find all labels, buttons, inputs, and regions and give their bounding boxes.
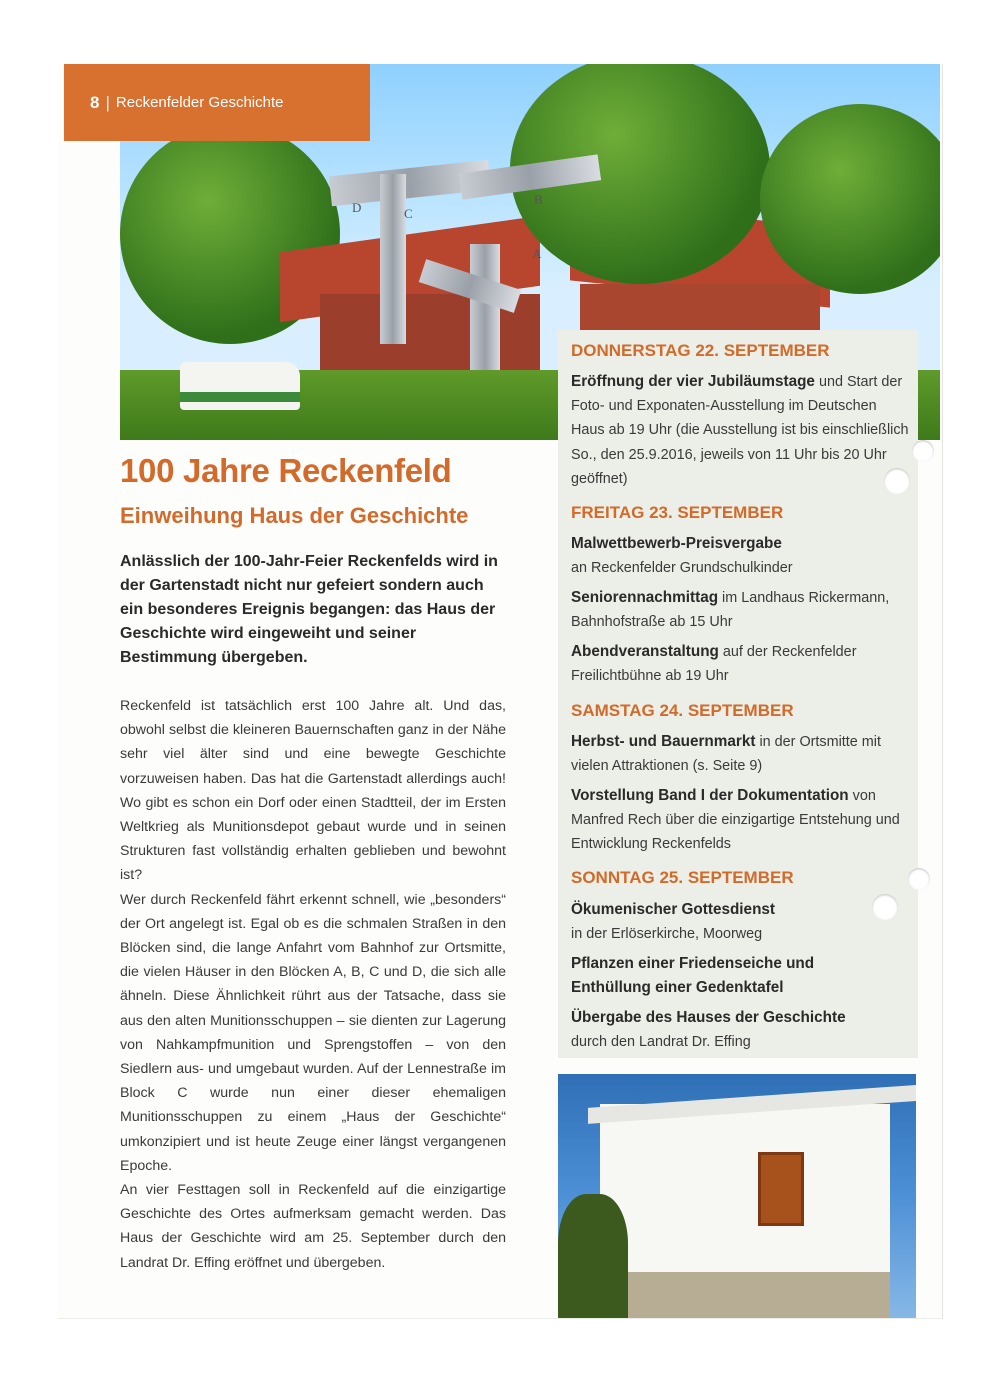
article-paragraph: Wer durch Reckenfeld fährt erkennt schnell, wie „besonders“ der Ort angelegt ist. Egal ob es die schmalen Straßen in den Blöcken sind, die lange Anfahrt vom Bahnhof zur Ortsmitte, die vielen Häuser in den Blöcken A, B, C und D, die sich alle ähneln. Diese Ähnlichkeit rührt aus der Tatsache, dass sie aus den alten Munitionsschuppen – sie dienten zur Lagerung von Nahkampfmunition und Sprengstoffen – von den Siedlern aus- und umgebaut wurden. Auf der Lennestraße im Block C wurde nun einer dieser ehemaligen Munitionsschuppen zu einem „Haus der Geschichte“ umkonzipiert und ist heute Zeuge einer längst vergangenen Epoche. <box>120 891 506 1174</box>
entry-title: Ökumenischer Gottesdienst <box>571 901 776 918</box>
wooden-shutter <box>758 1152 804 1226</box>
sculpture-letter-d: D <box>352 200 362 215</box>
punch-hole <box>908 868 930 890</box>
entry-title: Pflanzen einer Friedenseiche und Enthüllung einer Gedenktafel <box>571 955 815 997</box>
sculpture-letter-a: A <box>532 246 542 261</box>
event-schedule <box>558 330 918 1058</box>
article-lead: Anlässlich der 100-Jahr-Feier Reckenfelds wird in der Gartenstadt nicht nur gefeiert sondern auch ein besonderes Ereignis begangen: das Haus der Geschichte wird eingeweiht und seiner Bestimmung übergeben. <box>120 553 498 666</box>
day-heading-saturday: SAMSTAG 24. SEPTEMBER <box>571 701 794 720</box>
schedule-entry <box>571 532 911 580</box>
schedule-entry <box>571 898 911 946</box>
schedule-entry <box>571 586 911 634</box>
schedule-entry <box>571 730 911 778</box>
article-paragraph: Reckenfeld ist tatsächlich erst 100 Jahre alt. Und das, obwohl selbst die kleineren Bauernschaften ganz in der Nähe sehr viel älter sind und eine bewegte Geschichte vorzuweisen haben. Das hat die Gartenstadt allerdings auch! Wo gibt es schon ein Dorf oder einen Stadtteil, der im Ersten Weltkrieg als Munitionsdepot gebaut wurde und in seinen Strukturen fast vollständig erhalten geblieben und bewohnt ist? <box>120 698 506 884</box>
page-header <box>64 64 370 141</box>
punch-hole <box>872 894 898 920</box>
day-heading-sunday: SONNTAG 25. SEPTEMBER <box>571 868 794 887</box>
day-heading-friday: FREITAG 23. SEPTEMBER <box>571 503 784 522</box>
schedule-entry <box>571 640 911 688</box>
sculpture-letter-c: C <box>404 206 413 221</box>
entry-title: Abendveranstaltung <box>571 643 719 660</box>
section-title: Reckenfelder Geschichte <box>115 94 284 111</box>
schedule-entry <box>571 952 841 1000</box>
entry-detail: von Manfred Rech über die einzigartige Entstehung und Entwicklung Reckenfelds <box>571 788 900 853</box>
page-number: 8 <box>90 92 100 112</box>
entry-title: Malwettbewerb-Preisvergabe <box>571 535 782 552</box>
entry-title: Vorstellung Band I der Dokumentation <box>571 787 849 804</box>
day-heading-thursday: DONNERSTAG 22. SEPTEMBER <box>571 341 830 360</box>
article-title: 100 Jahre Reckenfeld <box>120 452 452 489</box>
header-separator: | <box>105 92 110 112</box>
entry-detail: an Reckenfelder Grundschulkinder <box>571 560 793 577</box>
entry-title: Übergabe des Hauses der Geschichte <box>571 1009 846 1026</box>
schedule-entry <box>571 784 911 857</box>
van <box>180 362 300 410</box>
schedule-entry <box>571 1006 911 1054</box>
entry-title: Herbst- und Bauernmarkt <box>571 733 756 750</box>
entry-detail: in der Erlöserkirche, Moorweg <box>571 926 763 943</box>
article-paragraph: An vier Festtagen soll in Reckenfeld auf die einzigartige Geschichte des Ortes aufmerksam gemacht werden. Das Haus der Geschichte wird am 25. September durch den Landrat Dr. Effing eröffnet und übergeben. <box>120 1182 506 1271</box>
entry-title: Seniorennachmittag <box>571 589 719 606</box>
article-subtitle: Einweihung Haus der Geschichte <box>120 503 469 528</box>
entry-detail: auf der Reckenfelder Freilichtbühne ab 19 Uhr <box>571 644 857 685</box>
entry-title: Eröffnung der vier Jubiläumstage <box>571 373 815 390</box>
sculpture-letter-b: B <box>534 192 543 207</box>
entry-detail: im Landhaus Rickermann, Bahnhofstraße ab 15 Uhr <box>571 590 890 631</box>
article-body <box>120 694 506 1275</box>
entry-detail: und Start der Foto- und Exponaten-Ausstellung im Deutschen Haus ab 19 Uhr (die Ausstellung ist bis einschließlich So., den 25.9.2016, jeweils von 11 Uhr bis 20 Uhr geöffnet) <box>571 374 909 487</box>
schedule-entry <box>571 370 911 491</box>
entry-detail: in der Ortsmitte mit vielen Attraktionen (s. Seite 9) <box>571 734 881 775</box>
punch-hole <box>912 440 934 462</box>
punch-hole <box>884 468 910 494</box>
entry-detail: durch den Landrat Dr. Effing <box>571 1034 751 1051</box>
photo-haus-der-geschichte <box>558 1074 916 1318</box>
